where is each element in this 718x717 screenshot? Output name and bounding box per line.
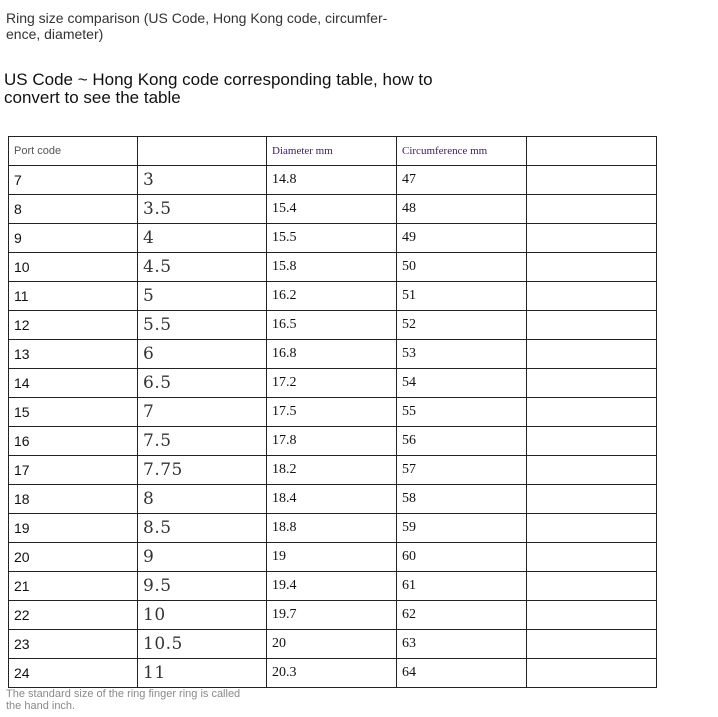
cell-diameter: 19.4	[267, 572, 397, 601]
cell-diameter: 15.8	[267, 253, 397, 282]
cell-diameter: 17.8	[267, 427, 397, 456]
cell-port-code: 23	[9, 630, 138, 659]
cell-diameter: 18.4	[267, 485, 397, 514]
page-subtitle: Ring size comparison (US Code, Hong Kong code, circumfer- ence, diameter)	[6, 10, 388, 42]
cell-circumference: 55	[397, 398, 527, 427]
table-row	[9, 601, 657, 630]
cell-extra	[527, 601, 657, 630]
header-us-code	[138, 137, 267, 166]
cell-port-code: 13	[9, 340, 138, 369]
cell-us-code: 5.5	[138, 311, 267, 340]
cell-extra	[527, 398, 657, 427]
cell-us-code: 7	[138, 398, 267, 427]
cell-us-code: 11	[138, 659, 267, 688]
header-extra	[527, 137, 657, 166]
cell-circumference: 51	[397, 282, 527, 311]
cell-diameter: 18.2	[267, 456, 397, 485]
cell-extra	[527, 659, 657, 688]
table-row	[9, 195, 657, 224]
table-row	[9, 659, 657, 688]
table-row	[9, 543, 657, 572]
cell-extra	[527, 282, 657, 311]
table-row	[9, 340, 657, 369]
cell-us-code: 7.75	[138, 456, 267, 485]
table-row	[9, 456, 657, 485]
cell-port-code: 19	[9, 514, 138, 543]
table-row	[9, 311, 657, 340]
cell-diameter: 16.5	[267, 311, 397, 340]
cell-extra	[527, 311, 657, 340]
cell-port-code: 16	[9, 427, 138, 456]
cell-port-code: 15	[9, 398, 138, 427]
cell-diameter: 17.5	[267, 398, 397, 427]
cell-diameter: 15.5	[267, 224, 397, 253]
cell-us-code: 7.5	[138, 427, 267, 456]
cell-circumference: 59	[397, 514, 527, 543]
cell-port-code: 20	[9, 543, 138, 572]
cell-circumference: 57	[397, 456, 527, 485]
cell-us-code: 10	[138, 601, 267, 630]
table-row	[9, 427, 657, 456]
cell-us-code: 5	[138, 282, 267, 311]
cell-extra	[527, 195, 657, 224]
cell-us-code: 3.5	[138, 195, 267, 224]
cell-port-code: 17	[9, 456, 138, 485]
page-title: US Code ~ Hong Kong code corresponding table, how to convert to see the table	[4, 70, 433, 107]
cell-circumference: 54	[397, 369, 527, 398]
cell-port-code: 11	[9, 282, 138, 311]
cell-circumference: 47	[397, 166, 527, 195]
cell-us-code: 3	[138, 166, 267, 195]
header-port-code: Port code	[9, 137, 138, 166]
cell-diameter: 15.4	[267, 195, 397, 224]
cell-port-code: 12	[9, 311, 138, 340]
table-row	[9, 398, 657, 427]
cell-circumference: 48	[397, 195, 527, 224]
cell-extra	[527, 630, 657, 659]
cell-port-code: 18	[9, 485, 138, 514]
cell-circumference: 61	[397, 572, 527, 601]
footnote: The standard size of the ring finger ring is called the hand inch.	[6, 688, 241, 712]
table-row	[9, 282, 657, 311]
cell-diameter: 20	[267, 630, 397, 659]
cell-circumference: 50	[397, 253, 527, 282]
cell-circumference: 52	[397, 311, 527, 340]
cell-port-code: 10	[9, 253, 138, 282]
cell-diameter: 20.3	[267, 659, 397, 688]
cell-port-code: 7	[9, 166, 138, 195]
table-row	[9, 166, 657, 195]
cell-diameter: 14.8	[267, 166, 397, 195]
cell-us-code: 8	[138, 485, 267, 514]
cell-port-code: 14	[9, 369, 138, 398]
header-circumference: Circumference mm	[397, 137, 527, 166]
cell-circumference: 60	[397, 543, 527, 572]
cell-extra	[527, 369, 657, 398]
table-row	[9, 514, 657, 543]
cell-extra	[527, 340, 657, 369]
cell-circumference: 53	[397, 340, 527, 369]
cell-diameter: 16.2	[267, 282, 397, 311]
table-row	[9, 224, 657, 253]
cell-circumference: 62	[397, 601, 527, 630]
cell-extra	[527, 224, 657, 253]
cell-port-code: 21	[9, 572, 138, 601]
cell-port-code: 24	[9, 659, 138, 688]
cell-us-code: 8.5	[138, 514, 267, 543]
cell-extra	[527, 456, 657, 485]
cell-diameter: 19.7	[267, 601, 397, 630]
cell-extra	[527, 514, 657, 543]
cell-port-code: 9	[9, 224, 138, 253]
cell-diameter: 19	[267, 543, 397, 572]
table-row	[9, 572, 657, 601]
cell-circumference: 56	[397, 427, 527, 456]
table-row	[9, 369, 657, 398]
cell-diameter: 16.8	[267, 340, 397, 369]
table-row	[9, 630, 657, 659]
cell-us-code: 9	[138, 543, 267, 572]
table-row	[9, 485, 657, 514]
cell-circumference: 49	[397, 224, 527, 253]
cell-port-code: 22	[9, 601, 138, 630]
cell-extra	[527, 572, 657, 601]
cell-us-code: 4	[138, 224, 267, 253]
cell-us-code: 10.5	[138, 630, 267, 659]
cell-us-code: 4.5	[138, 253, 267, 282]
cell-circumference: 58	[397, 485, 527, 514]
cell-us-code: 6	[138, 340, 267, 369]
cell-us-code: 9.5	[138, 572, 267, 601]
cell-diameter: 17.2	[267, 369, 397, 398]
cell-extra	[527, 543, 657, 572]
header-diameter: Diameter mm	[267, 137, 397, 166]
cell-us-code: 6.5	[138, 369, 267, 398]
cell-circumference: 64	[397, 659, 527, 688]
cell-circumference: 63	[397, 630, 527, 659]
cell-extra	[527, 253, 657, 282]
cell-extra	[527, 427, 657, 456]
cell-extra	[527, 485, 657, 514]
table-header-row	[9, 137, 657, 166]
cell-extra	[527, 166, 657, 195]
cell-diameter: 18.8	[267, 514, 397, 543]
cell-port-code: 8	[9, 195, 138, 224]
ring-size-table	[8, 136, 657, 688]
table-row	[9, 253, 657, 282]
